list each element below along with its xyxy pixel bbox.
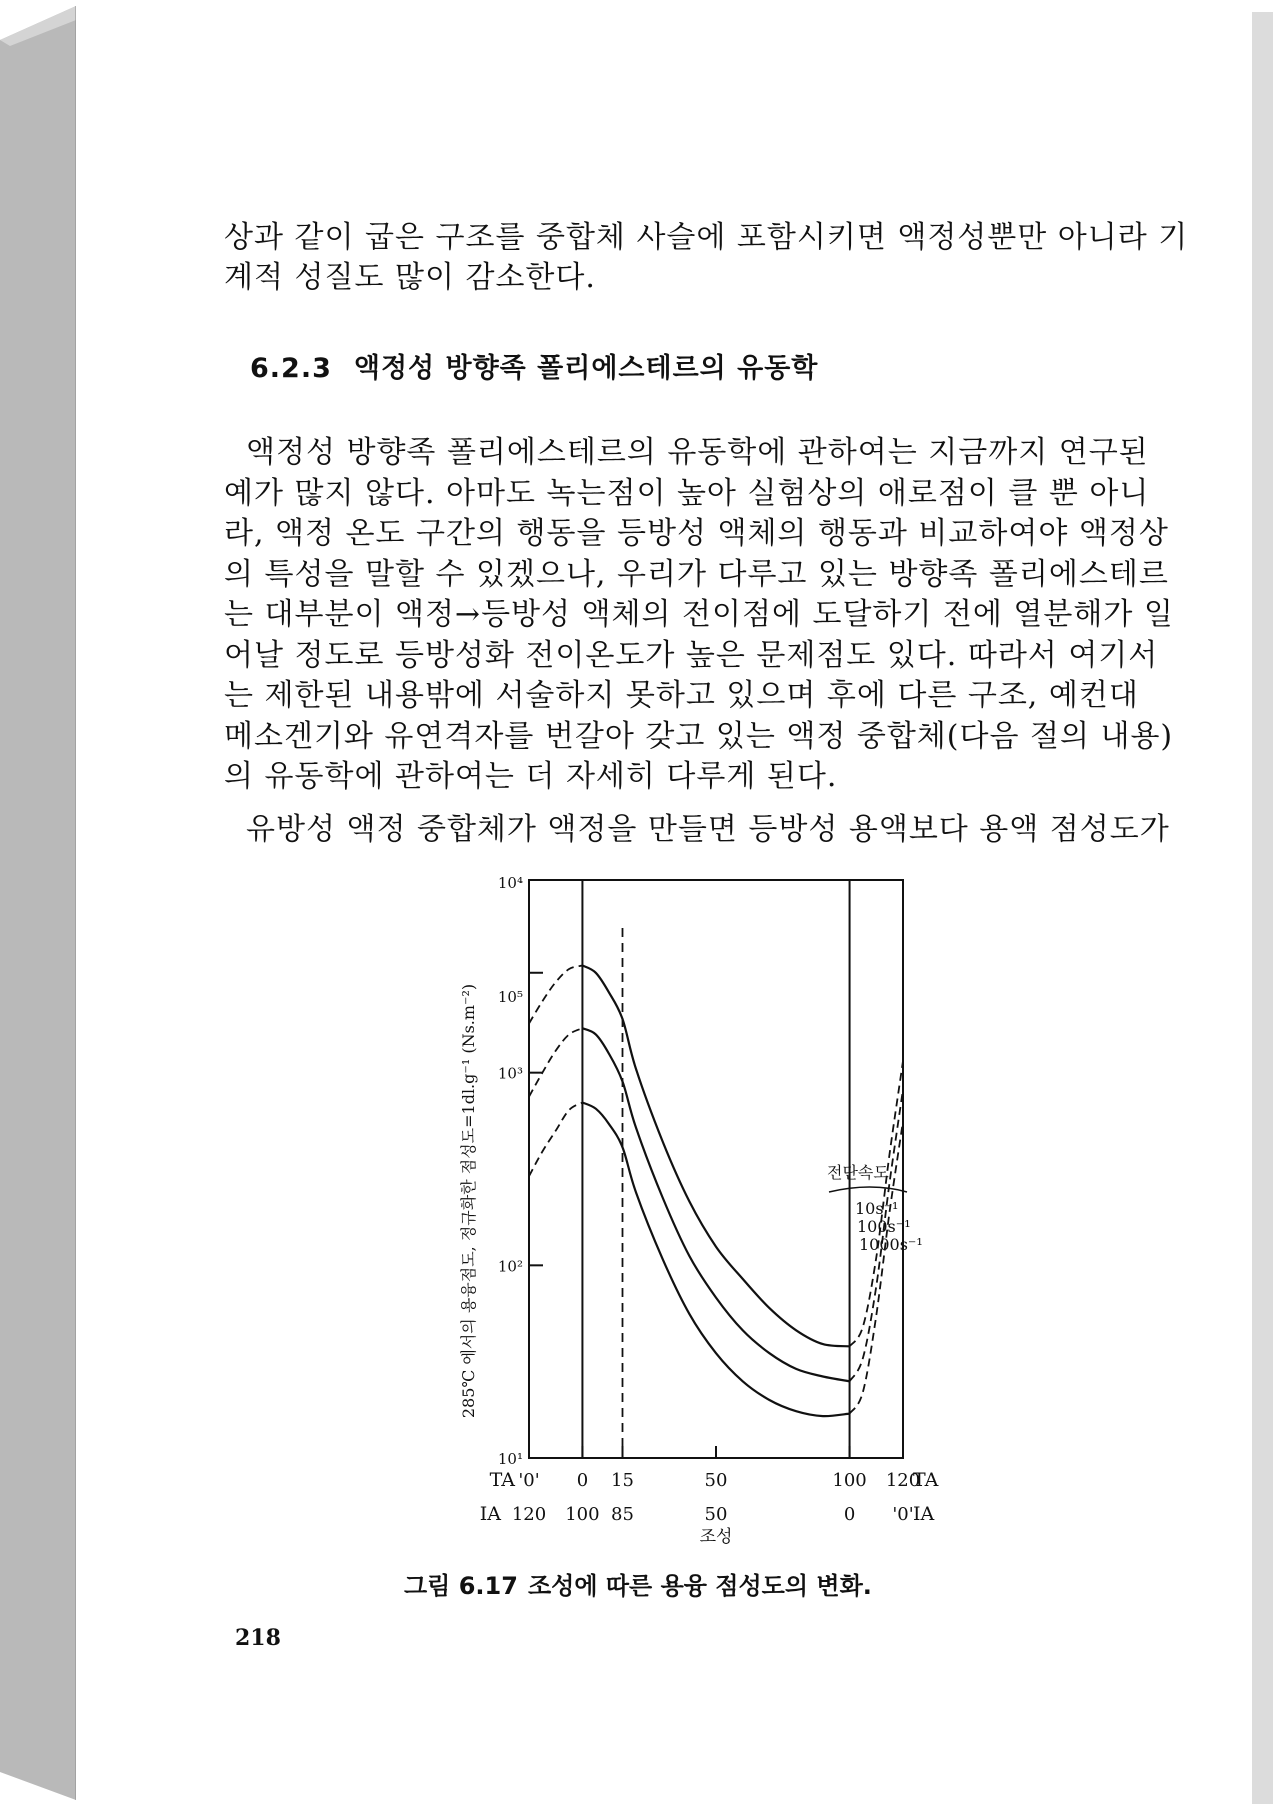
x-row2-tick-label: '0' — [892, 1504, 914, 1525]
rheology-paragraph — [224, 433, 1174, 798]
legend-title: 전단속도 — [827, 1163, 889, 1182]
x-row2-tick-label: 100 — [565, 1504, 600, 1525]
nematic-paragraph — [224, 810, 1170, 850]
x-row1-tick-label: '0' — [518, 1470, 540, 1491]
text-line: 예가 많지 않다. 아마도 녹는점이 높아 실험상의 애로점이 클 뿐 아니 — [224, 475, 1150, 511]
y-tick-label: 10⁴ — [497, 874, 523, 892]
series-extrapolation-left-2 — [529, 1028, 582, 1096]
x-row1-label: TA — [489, 1469, 515, 1491]
y-tick-label: 10¹ — [497, 1450, 523, 1468]
figure-caption-text: 조성에 따른 용융 점성도의 변화. — [527, 1572, 872, 1600]
x-row1-tick-label: 120 — [885, 1470, 921, 1491]
x-row1-tick-label: 0 — [576, 1470, 589, 1491]
legend-entry: 10s⁻¹ — [855, 1199, 899, 1218]
legend-entry: 1000s⁻¹ — [859, 1235, 923, 1254]
viscosity-chart — [440, 866, 960, 1546]
x-row1-label-right: TA — [913, 1469, 939, 1491]
y-tick-label: 10⁵ — [497, 988, 523, 1006]
section-heading — [250, 346, 818, 385]
section-number: 6.2.3 — [250, 353, 332, 384]
text-line: 는 제한된 내용밖에 서술하지 못하고 있으며 후에 다른 구조, 예컨대 — [224, 678, 1139, 713]
text-line: 의 유동학에 관하여는 더 자세히 다루게 된다. — [224, 759, 838, 794]
text-line: 액정성 방향족 폴리에스테르의 유동학에 관하여는 지금까지 연구된 — [246, 435, 1149, 470]
y-tick-label: 10² — [497, 1257, 523, 1276]
text-line: 계적 성질도 많이 감소한다. — [224, 260, 596, 295]
x-row1-tick-label: 100 — [832, 1470, 867, 1491]
x-row2-label-right: IA — [913, 1503, 935, 1525]
section-title: 액정성 방향족 폴리에스테르의 유동학 — [353, 353, 819, 384]
x-row2-tick-label: 50 — [704, 1504, 728, 1525]
figure-label: 그림 6.17 — [404, 1572, 518, 1600]
figure-caption — [404, 1566, 872, 1601]
x-row1-tick-label: 15 — [611, 1470, 634, 1491]
legend-brace — [829, 1187, 907, 1192]
x-axis-label: 조성 — [699, 1527, 733, 1546]
x-row2-tick-label: 120 — [511, 1504, 547, 1525]
y-axis-label: 285℃ 에서의 용융점도, 정규화한 점성도=1dl.g⁻¹ (Ns.m⁻²) — [459, 983, 478, 1419]
text-line: 유방성 액정 중합체가 액정을 만들면 등방성 용액보다 용액 점성도가 — [246, 812, 1170, 847]
page-number: 218 — [235, 1625, 281, 1651]
text-line: 는 대부분이 액정→등방성 액체의 전이점에 도달하기 전에 열분해가 일 — [224, 597, 1174, 632]
x-row2-tick-label: 85 — [611, 1504, 634, 1525]
x-row2-label: IA — [479, 1503, 501, 1525]
text-line: 라, 액정 온도 구간의 행동을 등방성 액체의 행동과 비교하여야 액정상 — [224, 516, 1169, 551]
x-row1-tick-label: 50 — [704, 1470, 728, 1491]
series-extrapolation-left-3 — [529, 1103, 582, 1177]
text-line: 의 특성을 말할 수 있겠으나, 우리가 다루고 있는 방향족 폴리에스테르 — [224, 556, 1169, 592]
series-extrapolation-left-1 — [529, 966, 582, 1024]
text-line: 메소겐기와 유연격자를 번갈아 갖고 있는 액정 중합체(다음 절의 내용) — [224, 718, 1174, 754]
viscosity-figure — [440, 866, 960, 1546]
intro-paragraph — [224, 218, 1189, 298]
x-row2-tick-label: 0 — [843, 1504, 856, 1525]
text-line: 상과 같이 굽은 구조를 중합체 사슬에 포함시키면 액정성뿐만 아니라 기 — [224, 220, 1189, 255]
y-tick-label: 10³ — [497, 1064, 523, 1083]
legend-entry: 100s⁻¹ — [857, 1217, 911, 1236]
text-line: 어날 정도로 등방성화 전이온도가 높은 문제점도 있다. 따라서 여기서 — [224, 637, 1159, 673]
